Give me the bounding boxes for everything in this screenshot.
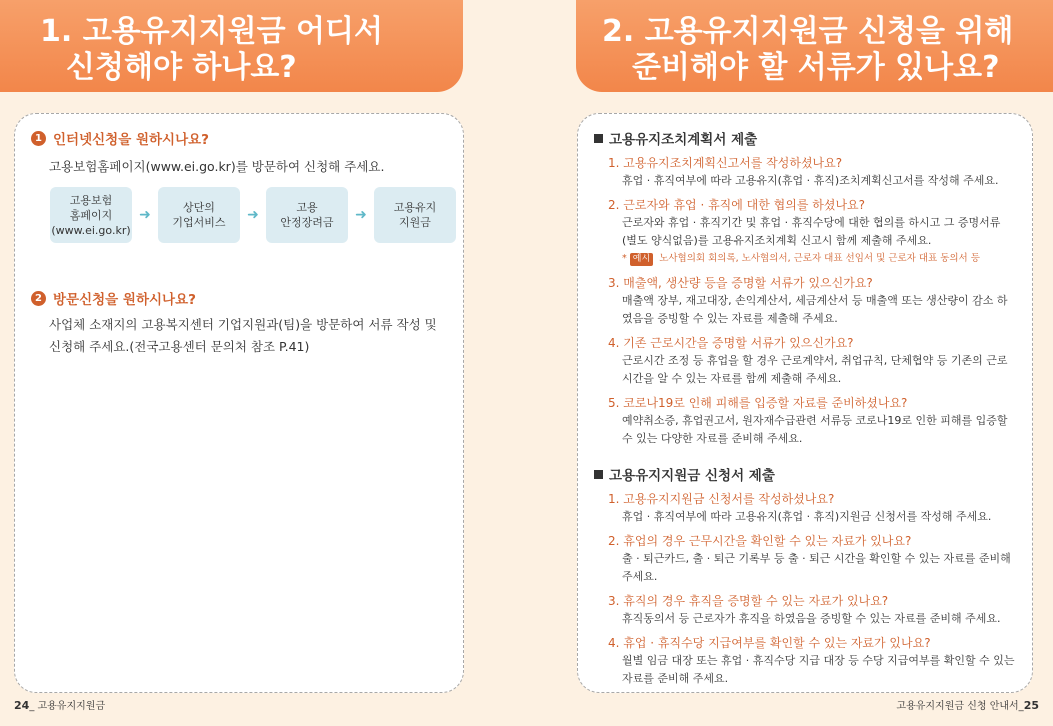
example-tag: 예시 xyxy=(630,253,653,266)
application-flow xyxy=(50,187,456,243)
right-banner-line2: 준비해야 할 서류가 있나요? xyxy=(632,50,1000,85)
item-question: 2. 휴업의 경우 근무시간을 확인할 수 있는 자료가 있나요? xyxy=(608,534,912,548)
q2-number-badge: 2 xyxy=(31,291,46,306)
right-page xyxy=(573,0,1053,726)
section2-items xyxy=(608,490,1016,694)
section1-title-text: 고용유지조치계획서 제출 xyxy=(609,132,758,148)
list-item xyxy=(608,154,1016,190)
item-question: 5. 코로나19로 인해 피해를 입증할 자료를 준비하셨나요? xyxy=(608,396,908,410)
section2-title xyxy=(594,464,775,484)
list-item xyxy=(608,274,1016,328)
item-answer: 휴직동의서 등 근로자가 휴직을 하였음을 증빙할 수 있는 자료를 준비해 주세요. xyxy=(622,612,1001,625)
right-page-number: 25 xyxy=(1023,699,1039,712)
left-banner-line1: 1. 고용유지지원금 어디서 xyxy=(40,14,383,49)
flow-step-business-service: 상단의 기업서비스 xyxy=(158,187,240,243)
item-answer: 예약취소증, 휴업권고서, 원자재수급관련 서류등 코로나19로 인한 피해를 입증할 수 있는 다양한 자료를 준비해 주세요. xyxy=(622,414,1008,445)
right-footer-label: 고용유지지원금 신청 안내서_ xyxy=(896,701,1024,712)
item-answer: 휴업 · 휴직여부에 따라 고용유지(휴업 · 휴직)지원금 신청서를 작성해 주세요. xyxy=(622,510,992,523)
flow-step-retention-subsidy: 고용유지 지원금 xyxy=(374,187,456,243)
left-panel xyxy=(14,113,464,693)
q2-title: 방문신청을 원하시나요? xyxy=(53,292,196,308)
square-bullet-icon xyxy=(594,470,603,479)
arrow-right-icon: ➜ xyxy=(139,207,151,223)
flow-step-homepage: 고용보험 홈페이지 (www.ei.go.kr) xyxy=(50,187,132,243)
left-banner xyxy=(0,0,463,92)
right-banner-line1: 2. 고용유지지원금 신청을 위해 xyxy=(602,14,1014,49)
item-question: 4. 휴업 · 휴직수당 지급여부를 확인할 수 있는 자료가 있나요? xyxy=(608,636,931,650)
list-item xyxy=(608,334,1016,388)
list-item xyxy=(608,532,1016,586)
list-item xyxy=(608,394,1016,448)
section1-title xyxy=(594,128,757,148)
note-text: 노사협의회 회의록, 노사협의서, 근로자 대표 선임서 및 근로자 대표 동의서 등 xyxy=(659,253,980,264)
right-footer xyxy=(896,697,1039,712)
item-question: 4. 기존 근로시간을 증명할 서류가 있으신가요? xyxy=(608,336,854,350)
left-page xyxy=(0,0,480,726)
square-bullet-icon xyxy=(594,134,603,143)
q1-heading xyxy=(31,128,209,148)
example-note xyxy=(608,250,1016,268)
item-question: 2. 근로자와 휴업 · 휴직에 대한 협의를 하셨나요? xyxy=(608,198,865,212)
arrow-right-icon: ➜ xyxy=(355,207,367,223)
q1-title: 인터넷신청을 원하시나요? xyxy=(53,132,209,148)
item-question: 1. 고용유지지원금 신청서를 작성하셨나요? xyxy=(608,492,835,506)
q2-heading xyxy=(31,288,196,308)
left-banner-line2: 신청해야 하나요? xyxy=(66,50,297,85)
list-item xyxy=(608,196,1016,268)
right-panel xyxy=(577,113,1033,693)
item-answer: 근로자와 휴업 · 휴직기간 및 휴업 · 휴직수당에 대한 협의를 하시고 그 증명서류 (별도 양식없음)를 고용유지조치계획 신고시 함께 제출해 주세요. xyxy=(622,216,1001,247)
item-answer: 휴업 · 휴직여부에 따라 고용유지(휴업 · 휴직)조치계획신고서를 작성해 주세요. xyxy=(622,174,999,187)
item-question: 3. 매출액, 생산량 등을 증명할 서류가 있으신가요? xyxy=(608,276,873,290)
left-footer-label: _ 고용유지지원금 xyxy=(29,701,106,712)
q1-number-badge: 1 xyxy=(31,131,46,146)
list-item xyxy=(608,592,1016,628)
item-question: 1. 고용유지조치계획신고서를 작성하셨나요? xyxy=(608,156,843,170)
item-answer: 매출액 장부, 재고대장, 손익계산서, 세금계산서 등 매출액 또는 생산량이 감소 하였음을 증빙할 수 있는 자료를 제출해 주세요. xyxy=(622,294,1008,325)
note-star: * xyxy=(622,253,627,264)
item-question: 3. 휴직의 경우 휴직을 증명할 수 있는 자료가 있나요? xyxy=(608,594,889,608)
item-answer: 출 · 퇴근카드, 출 · 퇴근 기록부 등 출 · 퇴근 시간을 확인할 수 있는 자료를 준비해 주세요. xyxy=(622,552,1011,583)
left-footer xyxy=(14,697,105,712)
left-page-number: 24 xyxy=(14,699,30,712)
q2-description: 사업체 소재지의 고용복지센터 기업지원과(팀)을 방문하여 서류 작성 및 신청해 주세요.(전국고용센터 문의처 참조 P.41) xyxy=(49,317,437,354)
right-banner xyxy=(576,0,1053,92)
item-answer: 근로시간 조정 등 휴업을 할 경우 근로계약서, 취업규칙, 단체협약 등 기존의 근로 시간을 알 수 있는 자료를 함께 제출해 주세요. xyxy=(622,354,1008,385)
arrow-right-icon: ➜ xyxy=(247,207,259,223)
q1-description: 고용보험홈페이지(www.ei.go.kr)를 방문하여 신청해 주세요. xyxy=(49,159,385,174)
section2-title-text: 고용유지지원금 신청서 제출 xyxy=(609,468,775,484)
list-item xyxy=(608,634,1016,688)
item-answer: 월별 임금 대장 또는 휴업 · 휴직수당 지급 대장 등 수당 지급여부를 확인할 수 있는 자료를 준비해 주세요. xyxy=(622,654,1015,685)
section1-items xyxy=(608,154,1016,454)
flow-step-stability-subsidy: 고용 안정장려금 xyxy=(266,187,348,243)
list-item xyxy=(608,490,1016,526)
